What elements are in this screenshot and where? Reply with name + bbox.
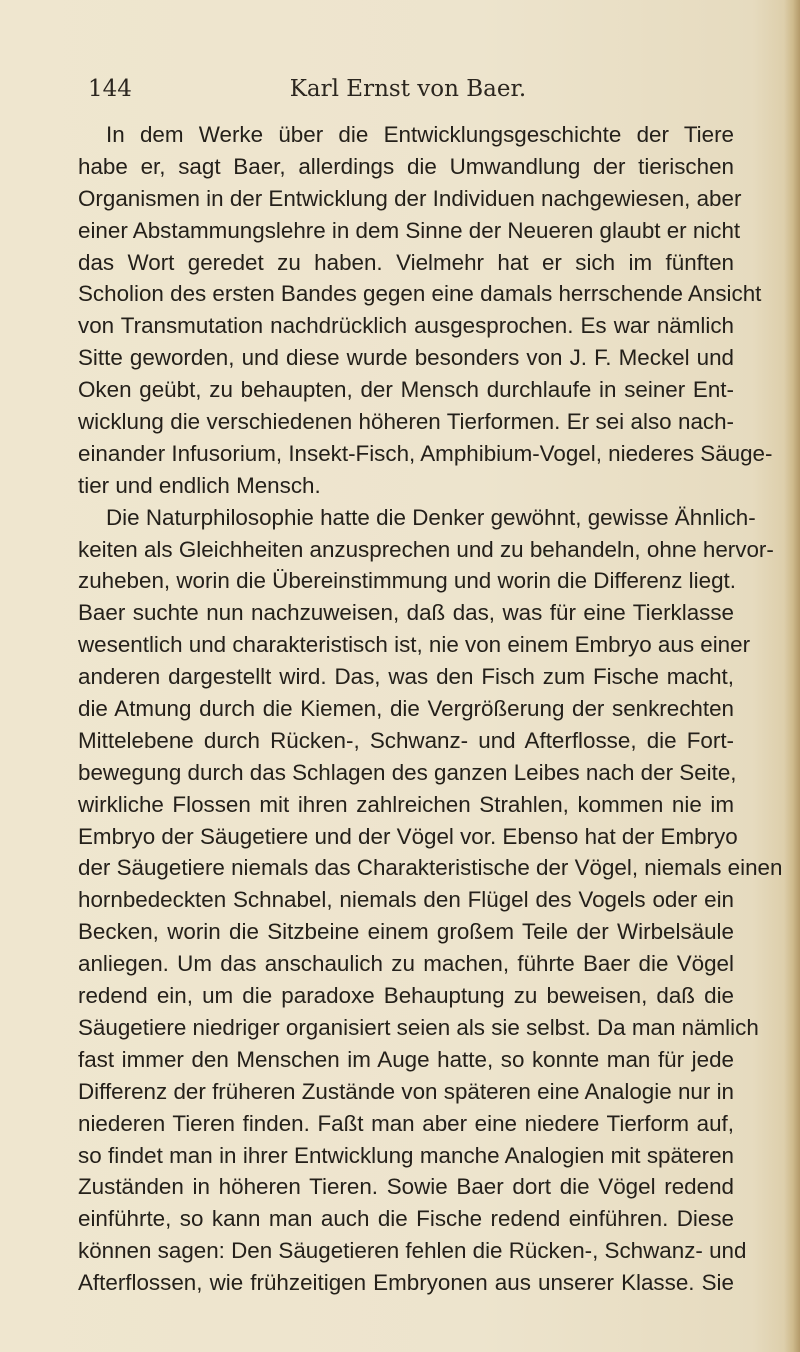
text-line: Organismen in der Entwicklung der Individuen nachgewiesen, aber <box>78 185 742 211</box>
text-line: die Atmung durch die Kiemen, die Vergrößerung der senkrechten <box>78 696 734 722</box>
text-line: Differenz der früheren Zustände von späteren eine Analogie nur in <box>78 1078 734 1104</box>
text-line: Scholion des ersten Bandes gegen eine damals herrschende Ansicht <box>78 281 762 307</box>
text-line: habe er, sagt Baer, allerdings die Umwandlung der tierischen <box>78 153 734 179</box>
text-line: Embryo der Säugetiere und der Vögel vor. Ebenso hat der Embryo <box>78 823 738 849</box>
text-line: Becken, worin die Sitzbeine einem großem Teile der Wirbelsäule <box>78 919 734 945</box>
text-line: keiten als Gleichheiten anzusprechen und zu behandeln, ohne hervor- <box>78 536 774 562</box>
text-line: einander Infusorium, Insekt-Fisch, Amphibium-Vogel, niederes Säuge- <box>78 440 773 466</box>
text-line: anderen dargestellt wird. Das, was den Fisch zum Fische macht, <box>78 664 734 690</box>
page-edge-shadow <box>784 0 800 1352</box>
text-line: anliegen. Um das anschaulich zu machen, führte Baer die Vögel <box>78 951 734 977</box>
text-line: Die Naturphilosophie hatte die Denker gewöhnt, gewisse Ähnlich- <box>106 504 756 530</box>
text-line: redend ein, um die paradoxe Behauptung zu beweisen, daß die <box>78 983 734 1009</box>
page-number: 144 <box>88 76 132 102</box>
text-line: fast immer den Menschen im Auge hatte, so konnte man für jede <box>78 1046 734 1072</box>
text-line: von Transmutation nachdrücklich ausgesprochen. Es war nämlich <box>78 313 734 339</box>
text-line: Sitte geworden, und diese wurde besonders von J. F. Meckel und <box>78 345 734 371</box>
text-line: wirkliche Flossen mit ihren zahlreichen Strahlen, kommen nie im <box>78 791 734 817</box>
text-line: Säugetiere niedriger organisiert seien als sie selbst. Da man nämlich <box>78 1014 759 1040</box>
text-line: tier und endlich Mensch. <box>78 472 321 498</box>
page-header <box>88 76 728 112</box>
text-line: zuheben, worin die Übereinstimmung und worin die Differenz liegt. <box>78 568 736 594</box>
running-title: Karl Ernst von Baer. <box>289 76 527 102</box>
text-line: Baer suchte nun nachzuweisen, daß das, was für eine Tierklasse <box>78 600 734 626</box>
body-text <box>78 119 783 1299</box>
text-line: wesentlich und charakteristisch ist, nie von einem Embryo aus einer <box>78 632 751 658</box>
text-line: Zuständen in höheren Tieren. Sowie Baer dort die Vögel redend <box>78 1174 734 1200</box>
text-line: wicklung die verschiedenen höheren Tierformen. Er sei also nach- <box>78 409 734 435</box>
text-line: niederen Tieren finden. Faßt man aber eine niedere Tierform auf, <box>78 1110 734 1136</box>
text-line: Oken geübt, zu behaupten, der Mensch durchlaufe in seiner Ent- <box>78 377 734 403</box>
text-line: Afterflossen, wie frühzeitigen Embryonen aus unserer Klasse. Sie <box>78 1270 734 1296</box>
text-line: können sagen: Den Säugetieren fehlen die Rücken-, Schwanz- und <box>78 1238 747 1264</box>
text-line: bewegung durch das Schlagen des ganzen Leibes nach der Seite, <box>78 759 737 785</box>
text-line: der Säugetiere niemals das Charakteristische der Vögel, niemals einen <box>78 855 783 881</box>
text-line: hornbedeckten Schnabel, niemals den Flügel des Vogels oder ein <box>78 887 734 913</box>
text-line: das Wort geredet zu haben. Vielmehr hat er sich im fünften <box>78 249 734 275</box>
text-line: einführte, so kann man auch die Fische redend einführen. Diese <box>78 1206 734 1232</box>
text-line: Mittelebene durch Rücken-, Schwanz- und Afterflosse, die Fort- <box>78 727 734 753</box>
text-line: so findet man in ihrer Entwicklung manche Analogien mit späteren <box>78 1142 734 1168</box>
text-line: einer Abstammungslehre in dem Sinne der Neueren glaubt er nicht <box>78 217 741 243</box>
text-line: In dem Werke über die Entwicklungsgeschichte der Tiere <box>106 122 734 147</box>
